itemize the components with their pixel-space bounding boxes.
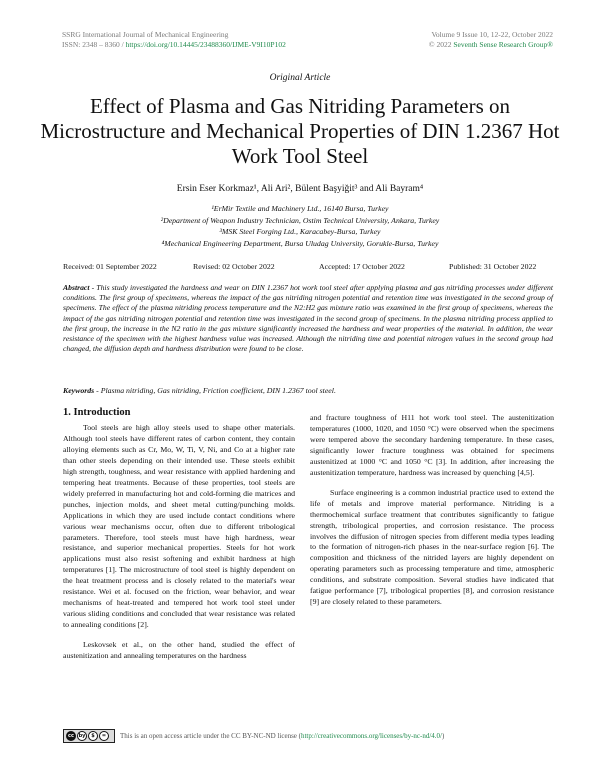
- by-icon: by: [78, 733, 86, 739]
- abstract: [63, 283, 553, 354]
- paragraph: Tool steels are high alloy steels used to shape other materials. Although tool steels have different rates of carbon content, they contain alloying elements such as Cr, Mo, W, Ti, V, Ni, and Co at a higher rate than other steels depending on their intended use. These steels exhibit high strength, toughness, and wear resistance with applied hardening and tempering heat treatments. Because of these properties, tool steels are widely preferred in manufacturing hot and cold-forming die matrices and punches, injection molds, and sheet metal cutting/punching molds. Applications in which they are used include contact conditions where various wear mechanisms occur, often due to different tribological parameters. Therefore, tool steels must have high hardness, wear resistance, and superior mechanical properties. Steels for hot work applications must also resist softening and exhibit hardness at high temperatures [1]. The microstructure of tool steel is highly dependent on the heat treatment process and is closely related to the material's wear resistance. Wei et al. focused on the friction, wear behavior, and wear mechanisms of heat-treated and tempered hot work tool steel under various sliding conditions and concluded that wear resistance was related to annealing conditions [2].: [63, 423, 295, 630]
- date-revised: Revised: 02 October 2022: [193, 262, 275, 271]
- keywords: [63, 386, 553, 395]
- paragraph: Leskovsek et al., on the other hand, studied the effect of austenitization and annealing temperatures on the hardness: [63, 640, 295, 661]
- doi-link[interactable]: https://doi.org/10.14445/23488360/IJME-V9I10P102: [125, 40, 286, 49]
- running-header-right: [429, 30, 553, 50]
- license-text: This is an open access article under the CC BY-NC-ND license (http://creativecommons.org/licenses/by-nc-nd/4.0/): [120, 732, 445, 740]
- paragraph: and fracture toughness of H11 hot work tool steel. The austenitization temperatures (1000, 1020, and 1050 °C) were observed when the specimens were tempered above the secondary hardening temperature. In these cases, significantly lower fracture toughness was obtained for specimens austenitized at 1000 °C and 1050 °C [3]. In addition, after increasing the austenitization temperature, hardness was increased by quenching [4,5].: [310, 413, 554, 477]
- cc-license-badge[interactable]: [63, 729, 115, 743]
- date-published: Published: 31 October 2022: [449, 262, 537, 271]
- issn: ISSN: 2348 – 8360 /: [62, 40, 124, 49]
- license-footer: [63, 729, 553, 743]
- date-accepted: Accepted: 17 October 2022: [319, 262, 405, 271]
- nd-icon: =: [99, 731, 109, 741]
- cc-icon: cc: [66, 731, 76, 741]
- copyright: © 2022: [428, 40, 452, 49]
- author-list: Ersin Eser Korkmaz¹, Ali Ari², Bülent Başyiğit³ and Ali Bayram⁴: [176, 184, 424, 194]
- keywords-text: - Plasma nitriding, Gas nitriding, Friction coefficient, DIN 1.2367 tool steel.: [94, 386, 336, 395]
- affiliation-1: ¹ErMir Textile and Machinery Ltd., 16140 Bursa, Turkey: [211, 204, 389, 213]
- volume-info: Volume 9 Issue 10, 12-22, October 2022: [431, 30, 553, 39]
- license-link[interactable]: http://creativecommons.org/licenses/by-nc-nd/4.0/: [300, 732, 442, 740]
- column-left: [63, 423, 295, 662]
- affiliation-2: ²Department of Weapon Industry Technician, Ostim Technical University, Ankara, Turkey: [160, 215, 440, 225]
- keywords-label: Keywords: [63, 386, 95, 395]
- journal-name: SSRG International Journal of Mechanical Engineering: [62, 30, 229, 39]
- date-received: Received: 01 September 2022: [63, 262, 157, 271]
- paragraph: Surface engineering is a common industrial practice used to extend the life of metals and improve material performance. Nitriding is a thermochemical surface treatment that contributes significantly to fatigue strength, tribological properties, and corrosion resistance. The process involves the diffusion of nitrogen species from different media types leading to the formation of nitrogen-rich phases in the near-surface region [6]. The composition and thickness of the nitrided layers are highly dependent on operating parameters such as processing temperature and time, atmospheric conditions, and substrate composition. Several studies have indicated that fatigue performance [7], tribological properties [8], and corrosion resistance [9] are closely related to these parameters.: [310, 487, 554, 607]
- affiliation-3: ³MSK Steel Forging Ltd., Karacabey-Bursa, Turkey: [219, 227, 381, 237]
- column-right: [310, 413, 554, 608]
- publisher-name: Seventh Sense Research Group®: [453, 40, 553, 49]
- abstract-label: Abstract: [63, 283, 90, 292]
- article-type: Original Article: [269, 73, 331, 83]
- nc-icon: $: [88, 731, 98, 741]
- abstract-text: - This study investigated the hardness and wear on DIN 1.2367 hot work tool steel after applying plasma and gas nitriding processes under different conditions. The first group of specimens, whereas the impact of the gas nitriding nitrogen potential and retention time was investigated in the second group of specimens. The effect of the plasma nitriding process temperature and the N2:H2 gas mixture ratio was examined in the first group of specimens, whereas the impact of the gas nitriding nitrogen potential and retention time was investigated in the second group of specimens. In the plasma nitriding process applied to the first group, the increase in the N2 ratio in the gas mixture significantly increased the hardness and wear properties of the material. In addition, the wear resistance of the specimen with the highest hardness value was increased. Although the nitriding time and potential nitrogen values in the second group had changed, the diffusion depth and hardness distribution were found to be close.: [63, 283, 553, 354]
- affiliation-4: ⁴Mechanical Engineering Department, Bursa Uludag University, Gorukle-Bursa, Turkey: [161, 238, 439, 248]
- running-header-left: [62, 30, 286, 50]
- section-heading-introduction: 1. Introduction: [63, 407, 131, 418]
- affiliations: [0, 203, 600, 249]
- article-title: Effect of Plasma and Gas Nitriding Parameters on Microstructure and Mechanical Properties of DIN 1.2367 Hot Work Tool Steel: [40, 94, 560, 168]
